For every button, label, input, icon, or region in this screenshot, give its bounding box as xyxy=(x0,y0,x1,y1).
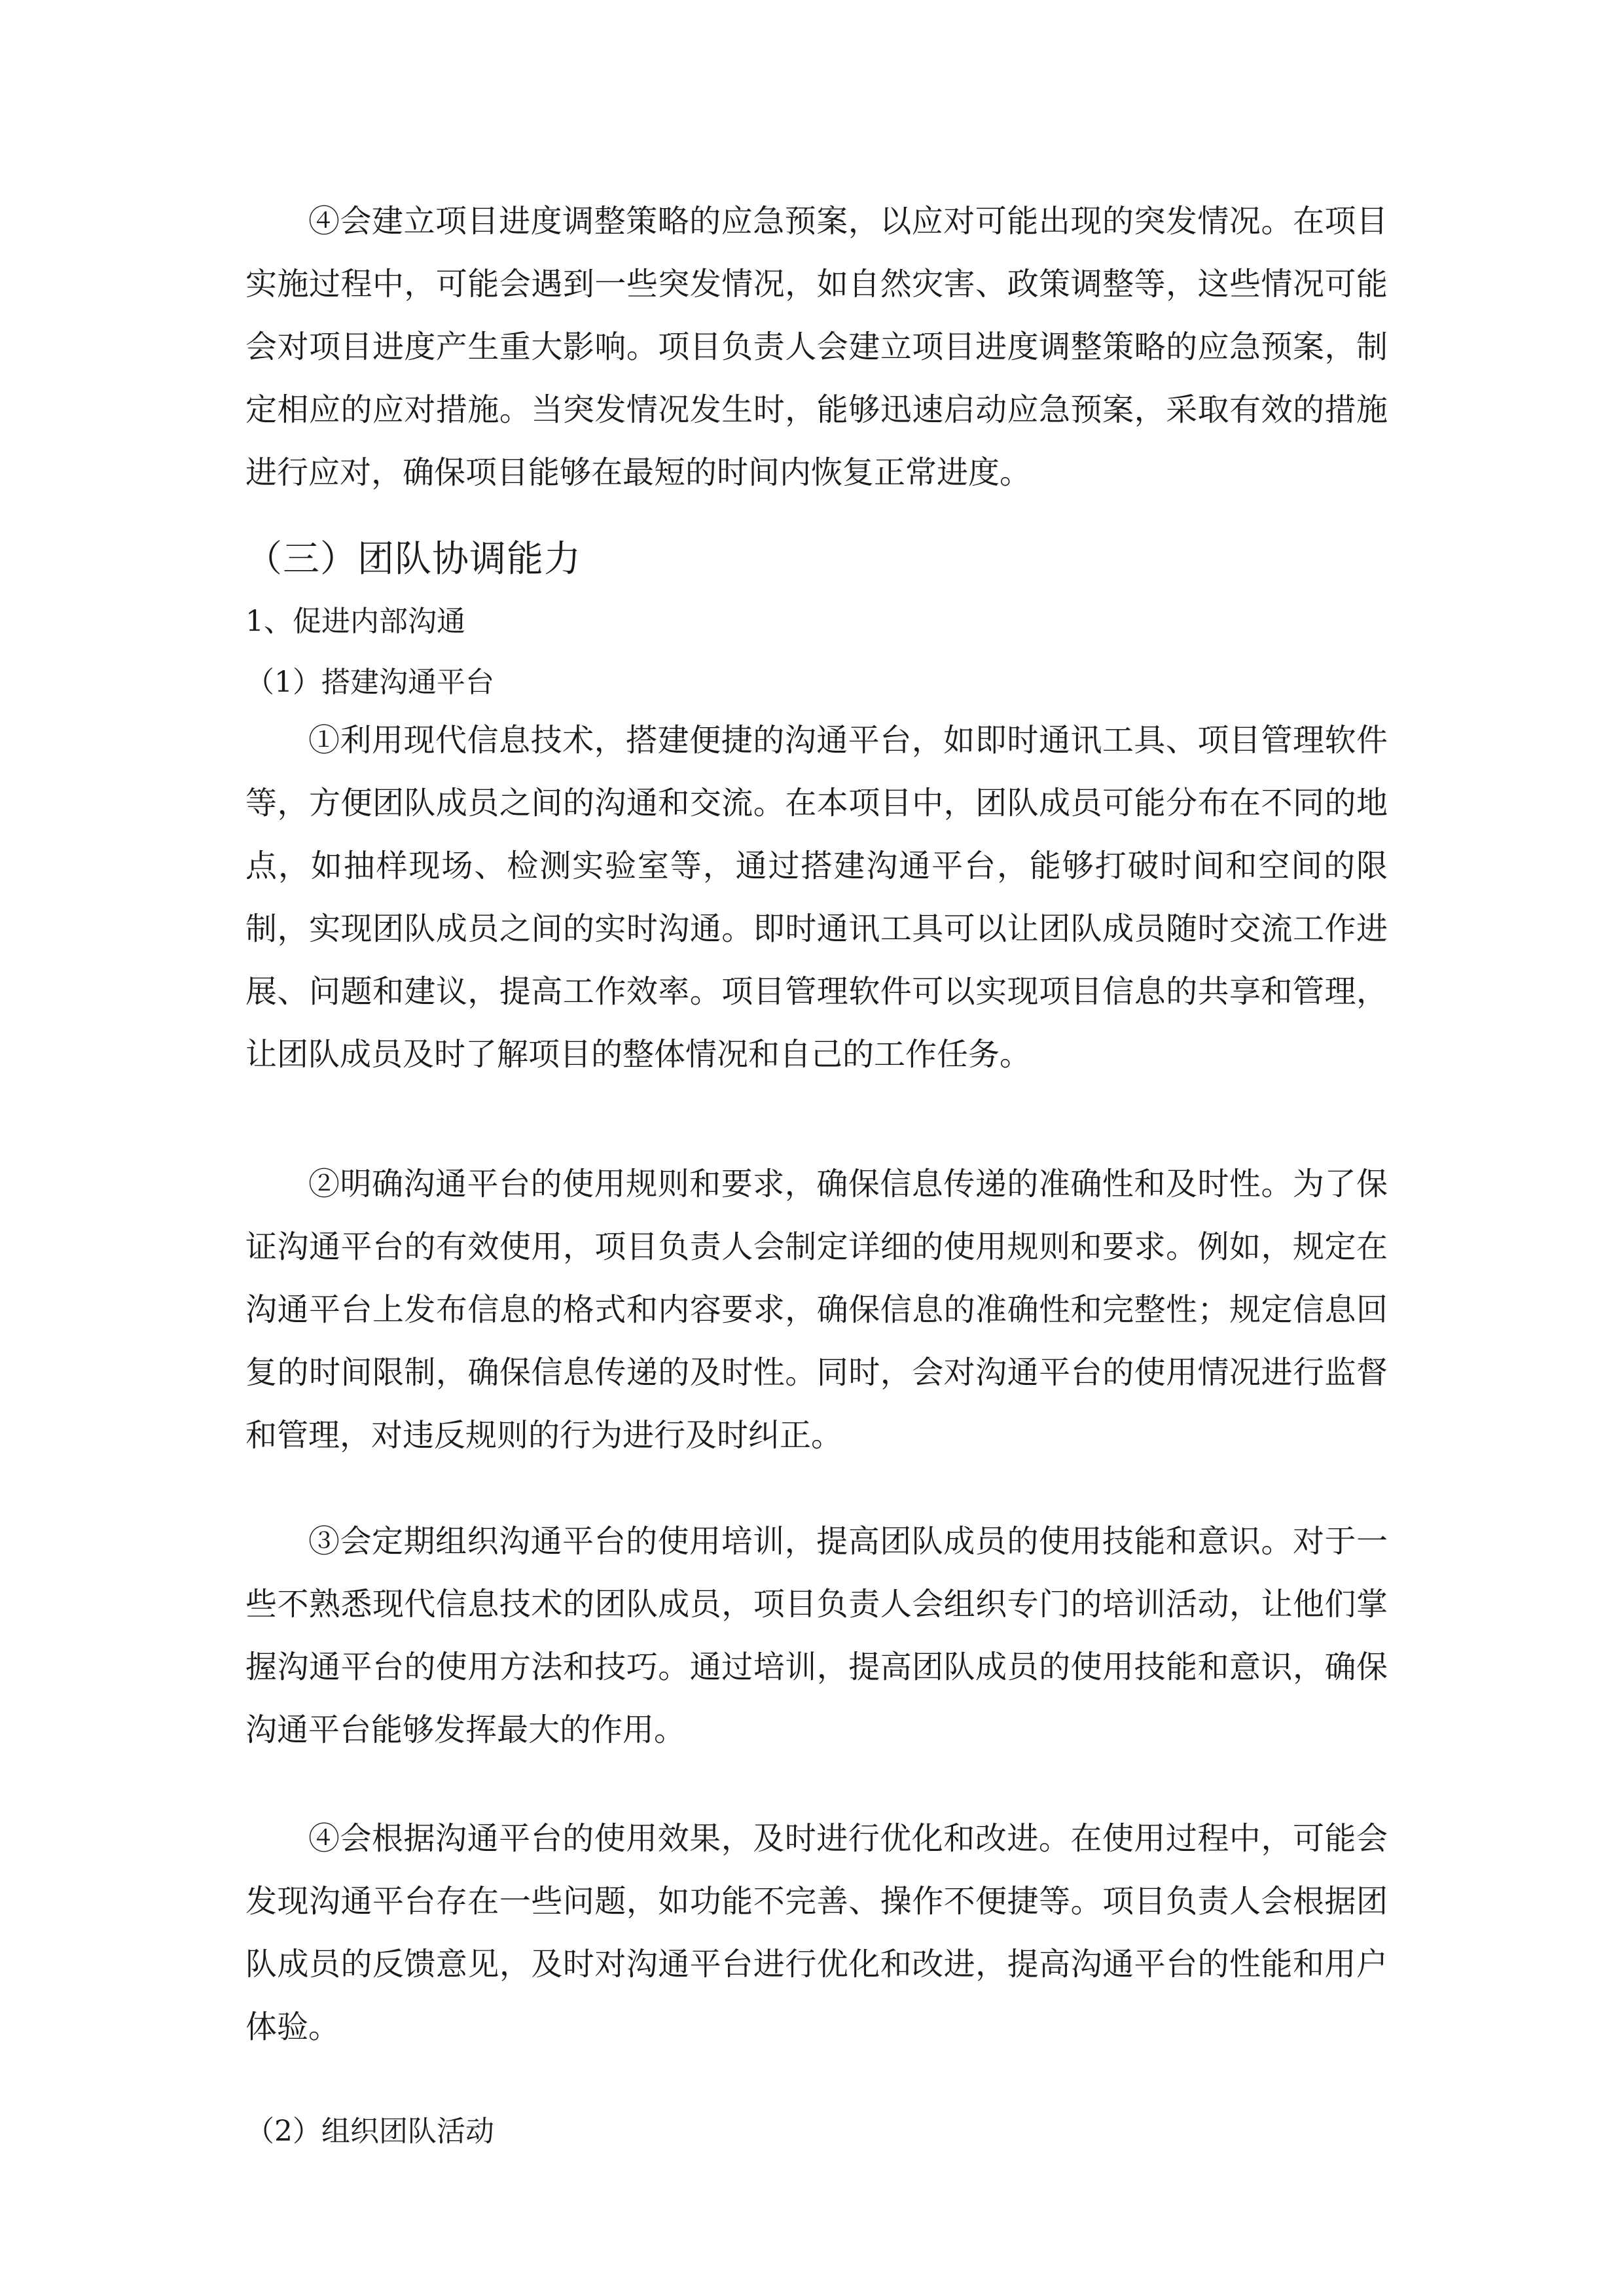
paragraph-text: ④会建立项目进度调整策略的应急预案，以应对可能出现的突发情况。在项目实施过程中，可能会遇到一些突发情况，如自然灾害、政策调整等，这些情况可能会对项目进度产生重大影响。项目负责人会建立项目进度调整策略的应急预案，制定相应的应对措施。当突发情况发生时，能够迅速启动应急预案，采取有效的措施进行应对，确保项目能够在最短的时间内恢复正常进度。 xyxy=(245,203,1388,491)
paragraph-text: ①利用现代信息技术，搭建便捷的沟通平台，如即时通讯工具、项目管理软件等，方便团队成员之间的沟通和交流。在本项目中，团队成员可能分布在不同的地点，如抽样现场、检测实验室等，通过搭建沟通平台，能够打破时间和空间的限制，实现团队成员之间的实时沟通。即时通讯工具可以让团队成员随时交流工作进展、问题和建议，提高工作效率。项目管理软件可以实现项目信息的共享和管理，让团队成员及时了解项目的整体情况和自己的工作任务。 xyxy=(245,722,1388,1073)
paragraph-platform-rules xyxy=(245,1153,1388,1467)
paragraph-text: ③会定期组织沟通平台的使用培训，提高团队成员的使用技能和意识。对于一些不熟悉现代信息技术的团队成员，项目负责人会组织专门的培训活动，让他们掌握沟通平台的使用方法和技巧。通过培训，提高团队成员的使用技能和意识，确保沟通平台能够发挥最大的作用。 xyxy=(245,1523,1388,1748)
paragraph-platform-training xyxy=(245,1510,1388,1761)
minor-heading-text: （1）搭建沟通平台 xyxy=(245,666,494,699)
paragraph-platform-setup xyxy=(245,709,1388,1086)
paragraph-text: ②明确沟通平台的使用规则和要求，确保信息传递的准确性和及时性。为了保证沟通平台的有效使用，项目负责人会制定详细的使用规则和要求。例如，规定在沟通平台上发布信息的格式和内容要求，确保信息的准确性和完整性；规定信息回复的时间限制，确保信息传递的及时性。同时，会对沟通平台的使用情况进行监督和管理，对违反规则的行为进行及时纠正。 xyxy=(245,1166,1388,1454)
section-heading-team-coordination xyxy=(245,533,1388,586)
subheading-internal-communication xyxy=(245,601,1388,643)
section-heading-text: （三）团队协调能力 xyxy=(245,538,581,581)
subheading-text: 1、促进内部沟通 xyxy=(245,605,465,638)
paragraph-platform-optimization xyxy=(245,1807,1388,2058)
minor-heading-communication-platform xyxy=(245,662,1388,704)
paragraph-emergency-plan xyxy=(245,190,1388,504)
paragraph-text: ④会根据沟通平台的使用效果，及时进行优化和改进。在使用过程中，可能会发现沟通平台存在一些问题，如功能不完善、操作不便捷等。项目负责人会根据团队成员的反馈意见，及时对沟通平台进行优化和改进，提高沟通平台的性能和用户体验。 xyxy=(245,1820,1388,2045)
minor-heading-text: （2）组织团队活动 xyxy=(245,2115,494,2148)
minor-heading-team-activities xyxy=(245,2111,1388,2153)
